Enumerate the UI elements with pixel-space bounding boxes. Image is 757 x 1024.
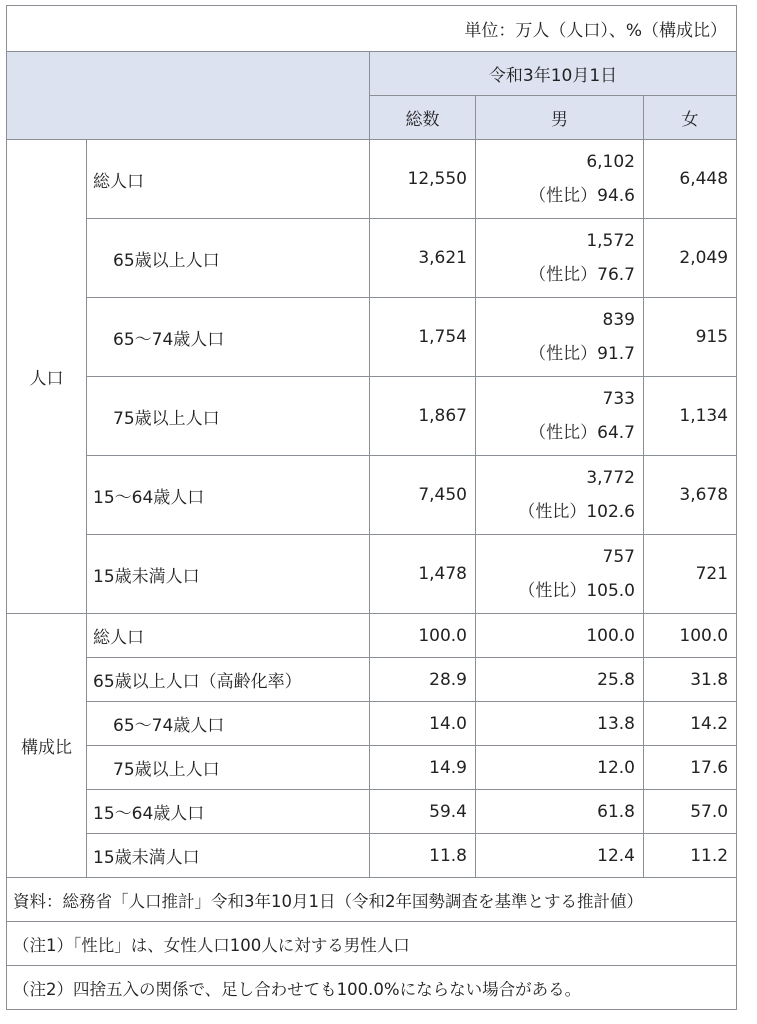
row-label: 65歳以上人口（高齢化率） — [87, 658, 370, 702]
table-row — [7, 456, 737, 535]
sex-ratio: （性比）64.7 — [529, 423, 635, 443]
cell-total: 1,754 — [370, 298, 476, 377]
cell-female: 915 — [644, 298, 737, 377]
column-header-male: 男 — [476, 96, 644, 140]
cell-male — [476, 377, 644, 456]
cell-female: 3,678 — [644, 456, 737, 535]
footnote-2: （注2）四捨五入の関係で、足し合わせても100.0%にならない場合がある。 — [7, 966, 737, 1010]
table-row — [7, 219, 737, 298]
cell-female: 17.6 — [644, 746, 737, 790]
cell-female: 11.2 — [644, 834, 737, 878]
sex-ratio: （性比）94.6 — [529, 186, 635, 206]
sex-ratio: （性比）91.7 — [529, 344, 635, 364]
footnote-row — [7, 966, 737, 1010]
row-label: 15～64歳人口 — [87, 790, 370, 834]
row-label: 15～64歳人口 — [87, 456, 370, 535]
row-label: 65～74歳人口 — [87, 702, 370, 746]
table-row — [7, 140, 737, 219]
cell-total: 1,867 — [370, 377, 476, 456]
table-row — [7, 614, 737, 658]
table-row — [7, 746, 737, 790]
unit-row — [7, 6, 737, 52]
male-value: 839 — [602, 310, 635, 330]
cell-total: 11.8 — [370, 834, 476, 878]
source-note: 資料：総務省「人口推計」令和3年10月1日（令和2年国勢調査を基準とする推計値） — [7, 878, 737, 922]
cell-female: 721 — [644, 535, 737, 614]
table-row — [7, 702, 737, 746]
cell-female: 2,049 — [644, 219, 737, 298]
cell-male: 13.8 — [476, 702, 644, 746]
cell-total: 7,450 — [370, 456, 476, 535]
cell-female: 1,134 — [644, 377, 737, 456]
row-label: 15歳未満人口 — [87, 535, 370, 614]
header-row-date — [7, 52, 737, 96]
column-header-total: 総数 — [370, 96, 476, 140]
cell-male — [476, 298, 644, 377]
date-header: 令和3年10月1日 — [370, 52, 737, 96]
cell-male — [476, 140, 644, 219]
table-row — [7, 658, 737, 702]
cell-total: 100.0 — [370, 614, 476, 658]
row-label: 75歳以上人口 — [87, 746, 370, 790]
cell-total: 59.4 — [370, 790, 476, 834]
cell-female: 57.0 — [644, 790, 737, 834]
footnote-row — [7, 922, 737, 966]
sex-ratio: （性比）105.0 — [518, 581, 635, 601]
table-row — [7, 790, 737, 834]
column-header-female: 女 — [644, 96, 737, 140]
cell-male: 100.0 — [476, 614, 644, 658]
male-value: 757 — [602, 547, 635, 567]
male-value: 733 — [602, 389, 635, 409]
table-row — [7, 834, 737, 878]
cell-male — [476, 456, 644, 535]
male-value: 6,102 — [586, 152, 635, 172]
header-corner — [7, 52, 370, 140]
cell-male: 25.8 — [476, 658, 644, 702]
footnote-1: （注1）「性比」は、女性人口100人に対する男性人口 — [7, 922, 737, 966]
footnote-row — [7, 878, 737, 922]
row-label: 15歳未満人口 — [87, 834, 370, 878]
cell-male: 61.8 — [476, 790, 644, 834]
cell-total: 1,478 — [370, 535, 476, 614]
section-label-population: 人口 — [7, 140, 87, 614]
male-value: 3,772 — [586, 468, 635, 488]
sex-ratio: （性比）76.7 — [529, 265, 635, 285]
unit-note: 単位：万人（人口）、%（構成比） — [7, 6, 737, 52]
population-table — [6, 5, 737, 1010]
cell-total: 12,550 — [370, 140, 476, 219]
table-row — [7, 535, 737, 614]
cell-male: 12.4 — [476, 834, 644, 878]
cell-female: 100.0 — [644, 614, 737, 658]
row-label: 総人口 — [87, 614, 370, 658]
row-label: 75歳以上人口 — [87, 377, 370, 456]
cell-female: 14.2 — [644, 702, 737, 746]
table-row — [7, 377, 737, 456]
cell-total: 14.0 — [370, 702, 476, 746]
sex-ratio: （性比）102.6 — [518, 502, 635, 522]
cell-female: 6,448 — [644, 140, 737, 219]
table-row — [7, 298, 737, 377]
cell-male: 12.0 — [476, 746, 644, 790]
cell-male — [476, 219, 644, 298]
cell-total: 28.9 — [370, 658, 476, 702]
cell-total: 14.9 — [370, 746, 476, 790]
row-label: 総人口 — [87, 140, 370, 219]
row-label: 65歳以上人口 — [87, 219, 370, 298]
cell-female: 31.8 — [644, 658, 737, 702]
row-label: 65～74歳人口 — [87, 298, 370, 377]
section-label-composition: 構成比 — [7, 614, 87, 878]
male-value: 1,572 — [586, 231, 635, 251]
cell-male — [476, 535, 644, 614]
cell-total: 3,621 — [370, 219, 476, 298]
